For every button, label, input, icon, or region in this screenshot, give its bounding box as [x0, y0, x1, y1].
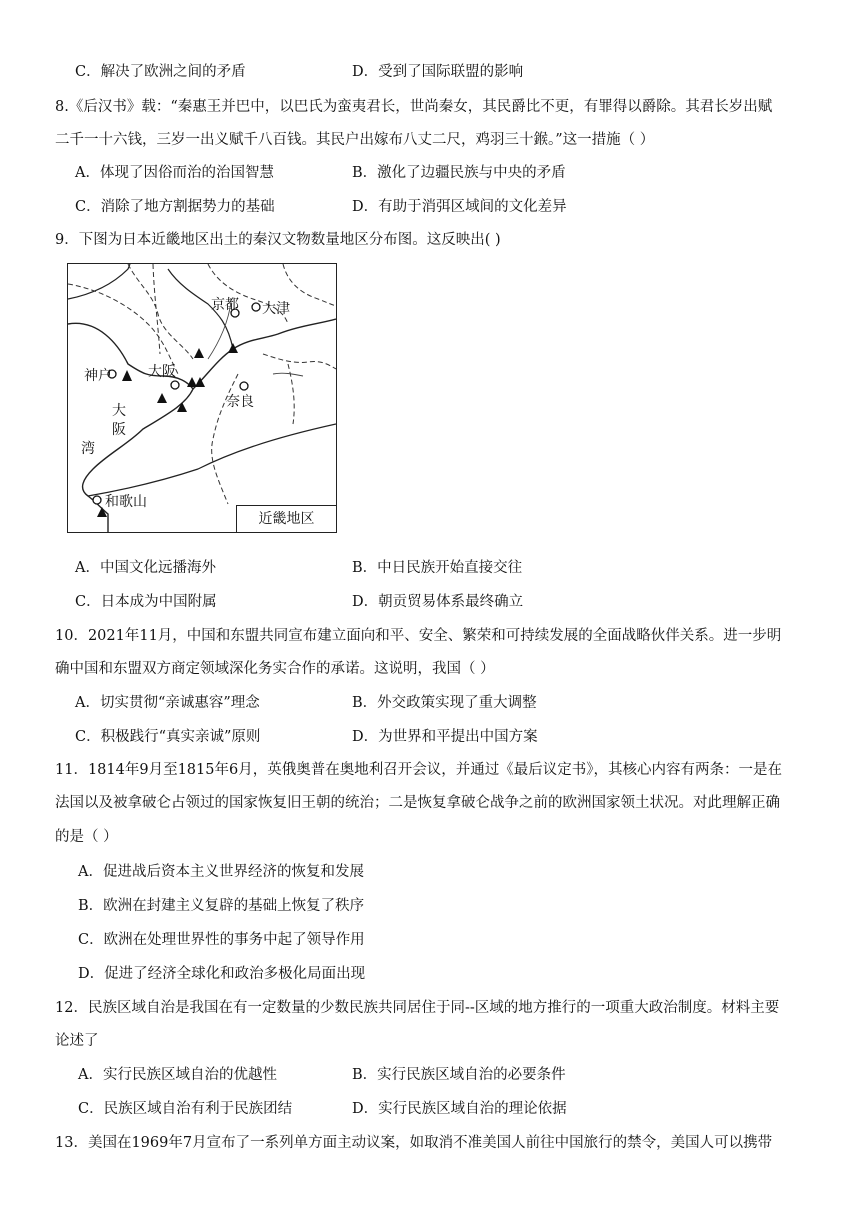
kinki-map	[67, 263, 337, 533]
map-label-osaka: 大阪	[148, 364, 176, 380]
q11-option-d: D．促进了经济全球化和政治多极化局面出现	[78, 966, 366, 982]
q10-option-d: D．为世界和平提出中国方案	[352, 729, 538, 745]
q9-option-b: B．中日民族开始直接交往	[352, 560, 523, 576]
map-legend: 近畿地区	[236, 505, 336, 532]
q12-stem-line1: 12．民族区域自治是我国在有一定数量的少数民族共同居住于同--区域的地方推行的一项重大政治制度。材料主要	[55, 1000, 780, 1016]
map-label-kobe: 神户	[84, 368, 112, 384]
q7-option-d: D．受到了国际联盟的影响	[352, 64, 524, 80]
map-label-wakayama: 和歌山	[105, 494, 147, 510]
q11-stem-line3: 的是（ ）	[55, 829, 118, 845]
q11-option-a: A．促进战后资本主义世界经济的恢复和发展	[78, 864, 364, 880]
q12-option-b: B．实行民族区域自治的必要条件	[352, 1067, 566, 1083]
q7-option-c: C．解决了欧洲之间的矛盾	[75, 64, 246, 80]
map-label-bay-2: 阪	[112, 422, 126, 438]
q10-option-b: B．外交政策实现了重大调整	[352, 695, 537, 711]
q10-stem-line1: 10．2021年11月，中国和东盟共同宣布建立面向和平、安全、繁荣和可持续发展的全面战略伙伴关系。进一步明	[55, 628, 782, 644]
map-label-otsu: 大津	[262, 301, 290, 317]
q8-stem-line2: 二千一十六钱，三岁一出义赋千八百钱。其民户出嫁布八丈二尺，鸡羽三十鍭。”这一措施（ ）	[55, 132, 655, 148]
q8-option-d: D．有助于消弭区域间的文化差异	[352, 199, 567, 215]
q11-option-b: B．欧洲在封建主义复辟的基础上恢复了秩序	[78, 898, 365, 914]
q12-option-d: D．实行民族区域自治的理论依据	[352, 1101, 567, 1117]
q10-option-c: C．积极践行“真实亲诚”原则	[75, 729, 261, 745]
q11-stem-line2: 法国以及被拿破仑占领过的国家恢复旧王朝的统治；二是恢复拿破仑战争之前的欧洲国家领土状况。对此理解正确	[55, 795, 780, 811]
q8-option-a: A．体现了因俗而治的治国智慧	[75, 165, 274, 181]
q9-option-c: C．日本成为中国附属	[75, 594, 217, 610]
q9-option-d: D．朝贡贸易体系最终确立	[352, 594, 524, 610]
map-label-kyoto: 京都	[211, 297, 239, 313]
q12-option-a: A．实行民族区域自治的优越性	[78, 1067, 277, 1083]
q8-stem-line1: 8.《后汉书》载：“秦惠王并巴中，以巴氏为蛮夷君长，世尚秦女，其民爵比不更，有罪得以爵除。其君长岁出赋	[55, 99, 773, 115]
q10-option-a: A．切实贯彻“亲诚惠容”理念	[75, 695, 260, 711]
q10-stem-line2: 确中国和东盟双方商定领域深化务实合作的承诺。这说明，我国（ ）	[55, 661, 495, 677]
q8-option-c: C．消除了地方割据势力的基础	[75, 199, 275, 215]
q9-stem-line1: 9．下图为日本近畿地区出土的秦汉文物数量地区分布图。这反映出( )	[55, 232, 501, 248]
map-label-bay-3: 湾	[81, 441, 95, 457]
q11-stem-line1: 11．1814年9月至1815年6月，英俄奥普在奥地利召开会议，并通过《最后议定书》，其核心内容有两条：一是在	[55, 762, 782, 778]
q12-stem-line2: 论述了	[55, 1033, 99, 1049]
map-label-nara: 奈良	[226, 394, 254, 410]
q9-option-a: A．中国文化远播海外	[75, 560, 216, 576]
q12-option-c: C．民族区域自治有利于民族团结	[78, 1101, 293, 1117]
map-label-bay-1: 大	[112, 403, 126, 419]
q13-stem-line1: 13．美国在1969年7月宣布了一系列单方面主动议案，如取消不准美国人前往中国旅行的禁令，美国人可以携带	[55, 1135, 773, 1151]
q11-option-c: C．欧洲在处理世界性的事务中起了领导作用	[78, 932, 365, 948]
q8-option-b: B．激化了边疆民族与中央的矛盾	[352, 165, 566, 181]
